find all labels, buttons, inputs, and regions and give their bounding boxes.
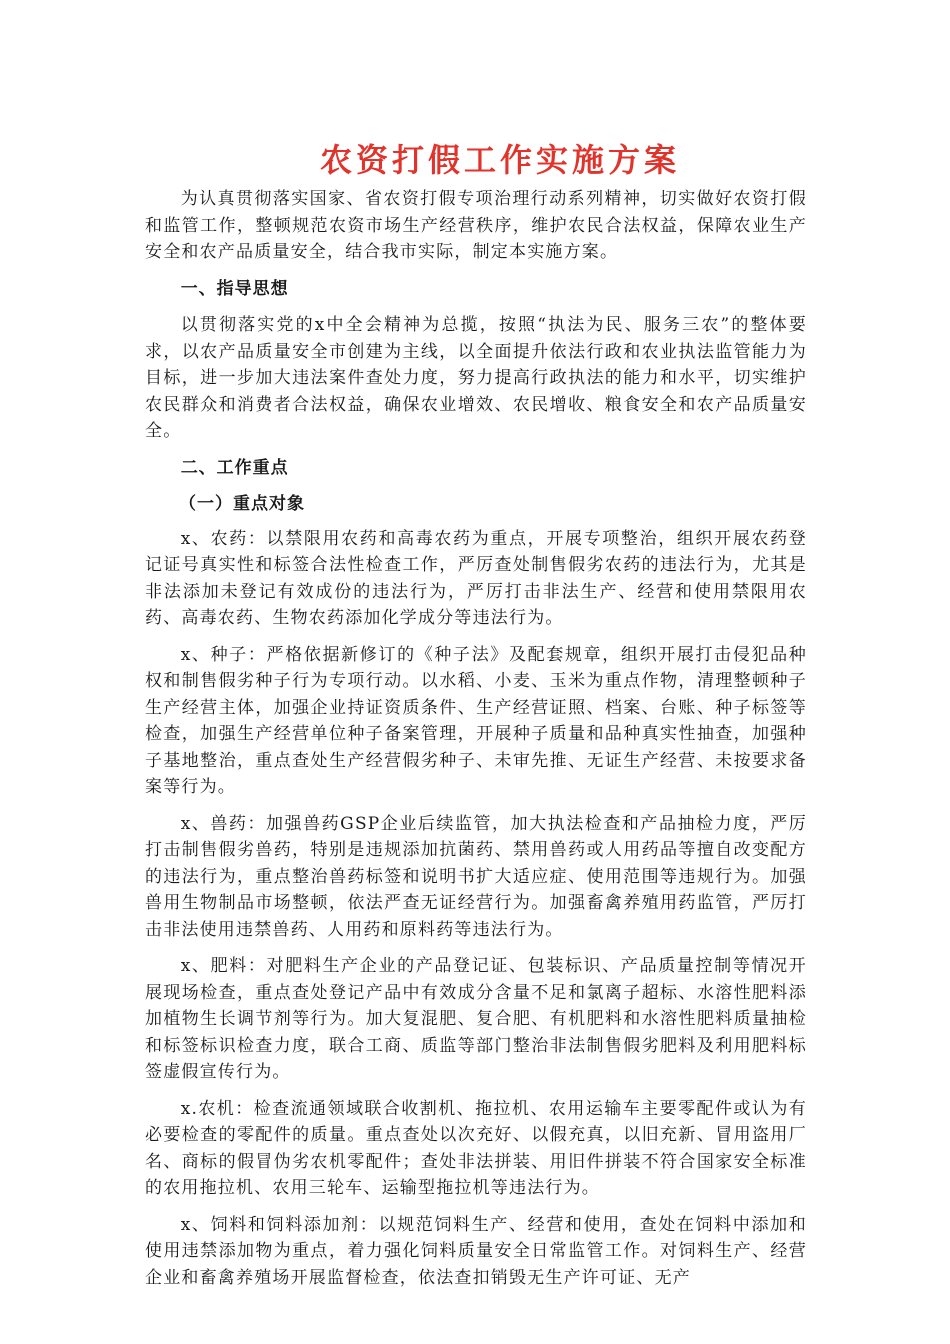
- seeds-paragraph: x、种子：严格依据新修订的《种子法》及配套规章，组织开展打击侵犯品种权和制售假劣种子行为专项行动。以水稻、小麦、玉米为重点作物，清理整顿种子生产经营主体，加强企业持证资质条件、生产经营证照、档案、台账、种子标签等检查，加强生产经营单位种子备案管理，开展种子质量和品种真实性抽查，加强种子基地整治，重点查处生产经营假劣种子、未审先推、无证生产经营、未按要求备案等行为。: [145, 644, 807, 797]
- section-heading-work-focus: 二、工作重点: [180, 457, 289, 478]
- section-heading-guiding-ideology: 一、指导思想: [180, 278, 289, 299]
- subsection-heading-key-targets: （一）重点对象: [179, 494, 305, 514]
- document-body: [145, 186, 807, 1301]
- pesticide-paragraph: x、农药：以禁限用农药和高毒农药为重点，开展专项整治，组织开展农药登记证号真实性和标签合法性检查工作，严厉查处制售假劣农药的违法行为，尤其是非法添加未登记有效成份的违法行为，严厉打击非法生产、经营和使用禁限用农药、高毒农药、生物农药添加化学成分等违法行为。: [145, 528, 807, 628]
- fertilizer-paragraph: x、肥料：对肥料生产企业的产品登记证、包装标识、产品质量控制等情况开展现场检查，重点查处登记产品中有效成分含量不足和氯离子超标、水溶性肥料添加植物生长调节剂等行为。加大复混肥、复合肥、有机肥料和水溶性肥料质量抽检和标签标识检查力度，联合工商、质监等部门整治非法制售假劣肥料及利用肥料标签虚假宣传行为。: [145, 956, 807, 1082]
- guiding-ideology-paragraph: 以贯彻落实党的x中全会精神为总揽，按照“执法为民、服务三农”的整体要求，以农产品质量安全市创建为主线，以全面提升依法行政和农业执法监管能力为目标，进一步加大违法案件查处力度，努力提高行政执法的能力和水平，切实维护农民群众和消费者合法权益，确保农业增效、农民增收、粮食安全和农产品质量安全。: [145, 315, 807, 441]
- feed-paragraph: x、饲料和饲料添加剂：以规范饲料生产、经营和使用，查处在饲料中添加和使用违禁添加物为重点，着力强化饲料质量安全日常监管工作。对饲料生产、经营企业和畜禽养殖场开展监督检查，依法查扣销毁无生产许可证、无产: [145, 1214, 807, 1288]
- intro-paragraph: 为认真贯彻落实国家、省农资打假专项治理行动系列精神，切实做好农资打假和监管工作，整顿规范农资市场生产经营秩序，维护农民合法权益，保障农业生产安全和农产品质量安全，结合我市实际，制定本实施方案。: [145, 189, 807, 262]
- vet-drugs-paragraph: x、兽药：加强兽药GSP企业后续监管，加大执法检查和产品抽检力度，严厉打击制售假劣兽药，特别是违规添加抗菌药、禁用兽药或人用药品等擅自改变配方的违法行为，重点整治兽药标签和说明书扩大适应症、使用范围等违规行为。加强兽用生物制品市场整顿，依法严查无证经营行为。加强畜禽养殖用药监管，严厉打击非法使用违禁兽药、人用药和原料药等违法行为。: [145, 813, 807, 940]
- machinery-paragraph: x.农机：检查流通领域联合收割机、拖拉机、农用运输车主要零配件或认为有必要检查的零配件的质量。重点查处以次充好、以假充真，以旧充新、冒用盗用厂名、商标的假冒伪劣农机零配件；查处非法拼装、用旧件拼装不符合国家安全标准的农用拖拉机、农用三轮车、运输型拖拉机等违法行为。: [145, 1098, 807, 1198]
- document-title: 农资打假工作实施方案: [319, 141, 680, 179]
